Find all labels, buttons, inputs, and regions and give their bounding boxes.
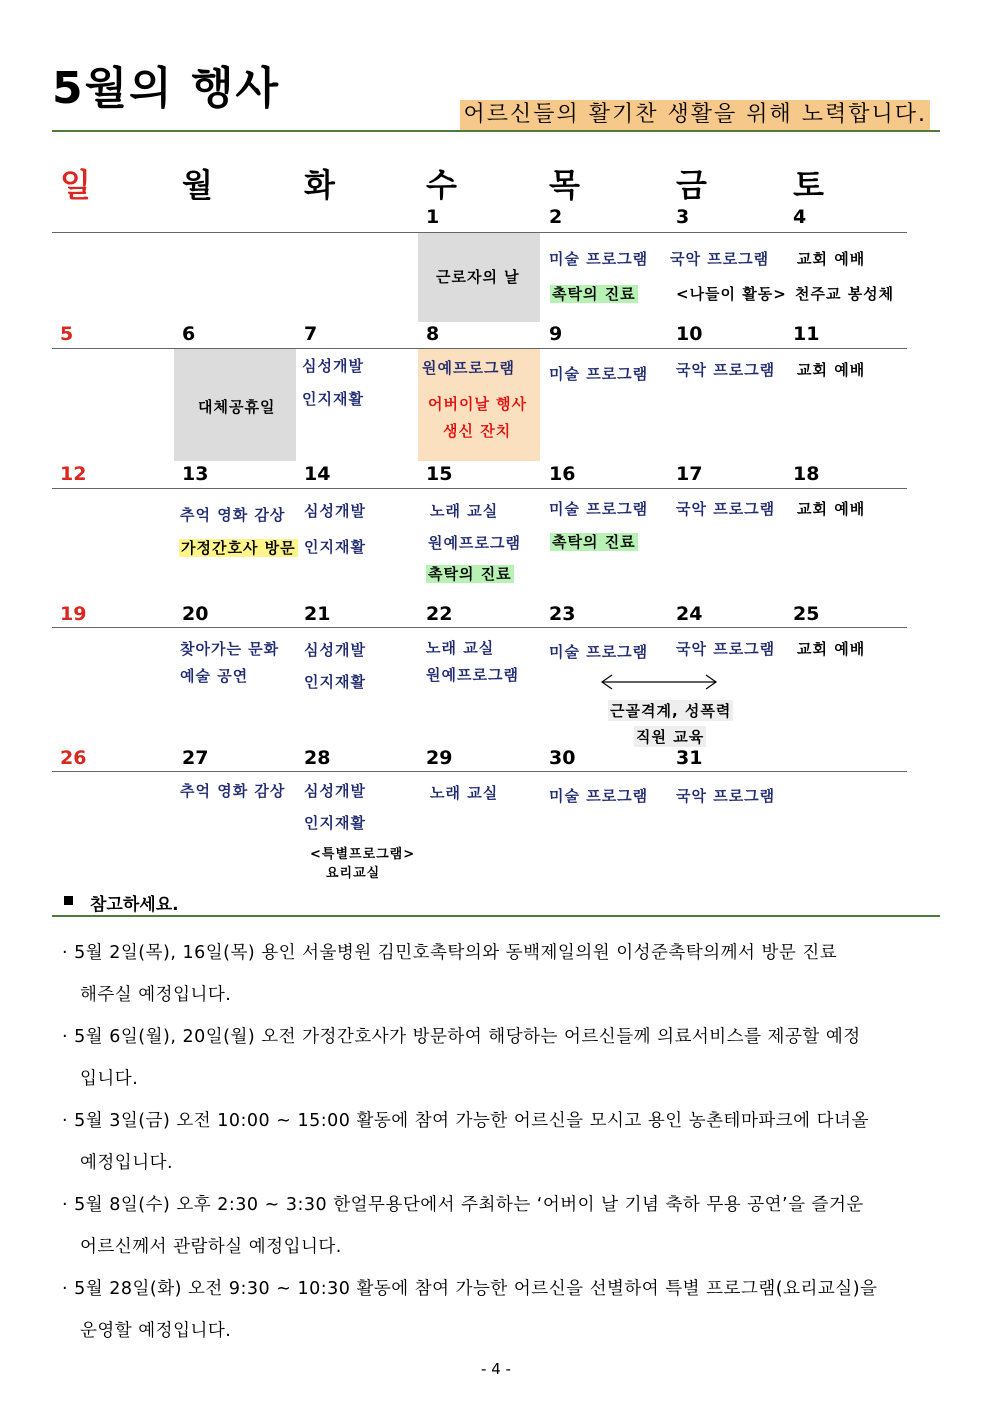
date-11: 11 — [793, 323, 820, 345]
event-gugak: 국악 프로그램 — [670, 250, 770, 268]
event-singing: 노래 교실 — [430, 502, 499, 520]
note-line: 운영할 예정입니다. — [80, 1321, 232, 1341]
weekday-sat: 토 — [793, 166, 824, 204]
event-garden: 원예프로그램 — [426, 666, 519, 684]
event-gugak: 국악 프로그램 — [676, 640, 776, 658]
page-subtitle: 어르신들의 활기찬 생활을 위해 노력합니다. — [460, 100, 930, 130]
week-divider-3 — [52, 488, 907, 489]
event-movie: 추억 영화 감상 — [180, 506, 286, 524]
event-church: 교회 예배 — [797, 250, 866, 268]
note-line: 해주실 예정입니다. — [80, 985, 232, 1005]
date-29: 29 — [426, 747, 453, 769]
event-garden: 원예프로그램 — [428, 534, 521, 552]
date-3: 3 — [676, 206, 690, 228]
note-line: · 5월 2일(목), 16일(목) 용인 서울병원 김민호촉탁의와 동백제일의원 이성준촉탁의께서 방문 진료 — [62, 943, 838, 963]
note-item — [62, 1100, 928, 1184]
date-6: 6 — [182, 323, 196, 345]
event-birthday: 생신 잔치 — [443, 422, 512, 440]
event-church: 교회 예배 — [797, 640, 866, 658]
event-church: 교회 예배 — [797, 361, 866, 379]
note-item — [62, 1268, 928, 1352]
event-staff-training-topic: 근골격계, 성폭력 — [610, 702, 732, 720]
date-16: 16 — [549, 463, 576, 485]
date-12: 12 — [60, 463, 87, 485]
date-7: 7 — [304, 323, 318, 345]
event-nurse-visit: 가정간호사 방문 — [181, 539, 296, 557]
date-8: 8 — [426, 323, 440, 345]
event-cognitive: 인지재활 — [304, 814, 366, 832]
date-4: 4 — [793, 206, 807, 228]
event-cognitive: 인지재활 — [304, 673, 366, 691]
note-line: 어르신께서 관람하실 예정입니다. — [80, 1237, 342, 1257]
event-singing: 노래 교실 — [430, 784, 499, 802]
date-19: 19 — [60, 603, 87, 625]
page-title: 5월의 행사 — [52, 63, 280, 114]
date-25: 25 — [793, 603, 820, 625]
event-mind: 심성개발 — [304, 502, 366, 520]
date-26: 26 — [60, 747, 87, 769]
date-21: 21 — [304, 603, 331, 625]
event-performance: 예술 공연 — [180, 667, 249, 685]
date-18: 18 — [793, 463, 820, 485]
date-5: 5 — [60, 323, 74, 345]
note-item — [62, 1016, 928, 1100]
note-line: · 5월 6일(월), 20일(월) 오전 가정간호사가 방문하여 해당하는 어르신들께 의료서비스를 제공할 예정 — [62, 1027, 861, 1047]
event-labor-day: 근로자의 날 — [436, 268, 520, 286]
event-singing: 노래 교실 — [426, 639, 495, 657]
event-art: 미술 프로그램 — [549, 365, 649, 383]
event-catholic: 천주교 봉성체 — [795, 285, 895, 303]
notes-heading: 참고하세요. — [90, 895, 179, 915]
note-line: · 5월 3일(금) 오전 10:00 ~ 15:00 활동에 참여 가능한 어르신을 모시고 용인 농촌테마파크에 다녀올 — [62, 1111, 869, 1131]
event-cooking-class: 요리교실 — [326, 866, 381, 881]
date-14: 14 — [304, 463, 331, 485]
event-staff-training: 직원 교육 — [636, 728, 705, 746]
date-23: 23 — [549, 603, 576, 625]
note-line: · 5월 8일(수) 오후 2:30 ~ 3:30 한얼무용단에서 주최하는 ‘어버이 날 기념 축하 무용 공연’을 즐거운 — [62, 1195, 864, 1215]
week-divider-1 — [52, 232, 907, 233]
week-divider-4 — [52, 627, 907, 628]
date-2: 2 — [549, 206, 563, 228]
event-gugak: 국악 프로그램 — [676, 500, 776, 518]
weekday-tue: 화 — [304, 166, 335, 204]
event-church: 교회 예배 — [797, 500, 866, 518]
note-item — [62, 1184, 928, 1268]
event-doctor: 촉탁의 진료 — [552, 285, 636, 303]
span-arrow-icon — [598, 672, 720, 692]
date-1: 1 — [426, 206, 440, 228]
weekday-sun: 일 — [60, 166, 91, 204]
date-31: 31 — [676, 747, 703, 769]
note-line: 입니다. — [80, 1069, 139, 1089]
header-rule — [52, 130, 940, 132]
event-garden: 원예프로그램 — [422, 359, 515, 377]
event-doctor: 촉탁의 진료 — [552, 533, 636, 551]
date-10: 10 — [676, 323, 703, 345]
weekday-fri: 금 — [676, 166, 707, 204]
notes-rule — [52, 915, 940, 917]
date-9: 9 — [549, 323, 563, 345]
event-substitute-holiday: 대체공휴일 — [198, 398, 276, 416]
note-item — [62, 932, 928, 1016]
event-parents-day: 어버이날 행사 — [428, 395, 528, 413]
event-mind: 심성개발 — [304, 782, 366, 800]
page-number: - 4 - — [481, 1360, 511, 1378]
event-mind: 심성개발 — [302, 357, 364, 375]
date-13: 13 — [182, 463, 209, 485]
date-22: 22 — [426, 603, 453, 625]
date-20: 20 — [182, 603, 209, 625]
date-30: 30 — [549, 747, 576, 769]
event-art: 미술 프로그램 — [549, 250, 649, 268]
event-outing: <나들이 활동> — [676, 285, 787, 303]
date-28: 28 — [304, 747, 331, 769]
date-17: 17 — [676, 463, 703, 485]
event-culture: 찾아가는 문화 — [180, 640, 280, 658]
event-doctor: 촉탁의 진료 — [428, 565, 512, 583]
bullet-square-icon — [64, 896, 73, 905]
event-art: 미술 프로그램 — [549, 787, 649, 805]
date-24: 24 — [676, 603, 703, 625]
event-cognitive: 인지재활 — [302, 390, 364, 408]
event-mind: 심성개발 — [304, 641, 366, 659]
weekday-mon: 월 — [182, 166, 213, 204]
date-27: 27 — [182, 747, 209, 769]
week-divider-2 — [52, 348, 907, 349]
notes-list — [62, 932, 928, 1352]
week-divider-5 — [52, 771, 907, 772]
weekday-wed: 수 — [426, 166, 457, 204]
event-gugak: 국악 프로그램 — [676, 787, 776, 805]
event-special-program: <특별프로그램> — [310, 847, 416, 862]
weekday-thu: 목 — [549, 166, 580, 204]
event-cognitive: 인지재활 — [304, 538, 366, 556]
event-gugak: 국악 프로그램 — [676, 361, 776, 379]
note-line: · 5월 28일(화) 오전 9:30 ~ 10:30 활동에 참여 가능한 어르신을 선별하여 특별 프로그램(요리교실)을 — [62, 1279, 878, 1299]
event-movie: 추억 영화 감상 — [180, 782, 286, 800]
event-art: 미술 프로그램 — [549, 643, 649, 661]
event-art: 미술 프로그램 — [549, 500, 649, 518]
date-15: 15 — [426, 463, 453, 485]
note-line: 예정입니다. — [80, 1153, 174, 1173]
